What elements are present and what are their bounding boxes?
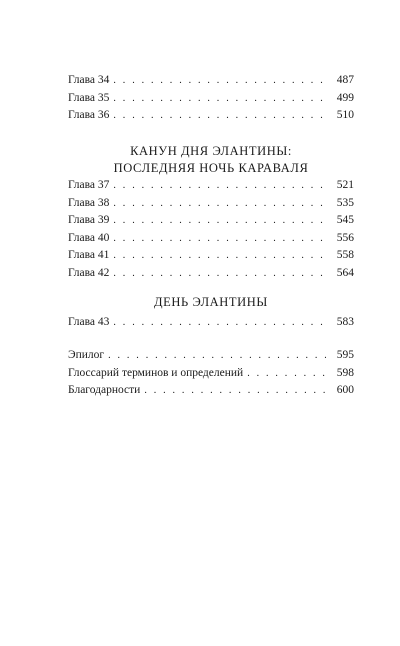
section-heading-line-2: ПОСЛЕДНЯЯ НОЧЬ КАРАВАЛЯ — [113, 161, 309, 175]
toc-entry-label: Глава 39 — [68, 214, 110, 226]
toc-entry-page: 499 — [336, 91, 354, 104]
toc-entry-page: 600 — [336, 384, 354, 396]
toc-entry-label: Глава 40 — [68, 231, 110, 244]
toc-entry-page: 556 — [336, 231, 354, 244]
toc-entry[interactable] — [68, 212, 354, 230]
section-heading — [68, 294, 354, 311]
toc-entry-page: 521 — [336, 179, 354, 191]
section-heading-line-1: ДЕНЬ ЭЛАНТИНЫ — [154, 295, 268, 309]
toc-group-1 — [68, 72, 354, 125]
toc-entry[interactable] — [68, 195, 354, 213]
toc-entry-label: Благодарности — [68, 384, 141, 396]
toc-entry-label: Эпилог — [68, 349, 105, 361]
toc-leader-dots — [111, 265, 326, 283]
toc-group-3 — [68, 314, 354, 332]
toc-backmatter — [68, 347, 354, 400]
toc-entry-page: 487 — [336, 74, 354, 86]
toc-entry-page: 535 — [336, 196, 354, 209]
toc-entry[interactable] — [68, 90, 354, 108]
toc-entry-page: 558 — [336, 249, 354, 261]
toc-leader-dots — [111, 107, 326, 125]
toc-entry-label: Глава 43 — [68, 316, 110, 328]
toc-entry-label: Глоссарий терминов и определений — [68, 366, 244, 379]
toc-entry-label: Глава 42 — [68, 266, 110, 279]
toc-entry[interactable] — [68, 247, 354, 265]
toc-entry-label: Глава 34 — [68, 74, 110, 86]
toc-entry-page: 545 — [336, 214, 354, 226]
toc-entry-label: Глава 37 — [68, 179, 110, 191]
toc-entry-page: 598 — [336, 366, 354, 379]
toc-entry[interactable] — [68, 382, 354, 400]
toc-leader-dots — [111, 230, 326, 248]
section-heading — [68, 143, 354, 177]
toc-entry-label: Глава 36 — [68, 109, 110, 121]
toc-leader-dots — [111, 195, 326, 213]
toc-leader-dots — [111, 177, 326, 195]
toc-entry[interactable] — [68, 107, 354, 125]
toc-entry[interactable] — [68, 265, 354, 283]
toc-entry[interactable] — [68, 314, 354, 332]
toc-entry-label: Глава 41 — [68, 249, 110, 261]
toc-leader-dots — [142, 382, 326, 400]
toc-entry[interactable] — [68, 177, 354, 195]
toc-entry-page: 583 — [336, 316, 354, 328]
toc-entry[interactable] — [68, 347, 354, 365]
toc-entry[interactable] — [68, 72, 354, 90]
toc-entry-page: 564 — [336, 266, 354, 279]
toc-entry-label: Глава 38 — [68, 196, 110, 209]
toc-entry-label: Глава 35 — [68, 91, 110, 104]
toc-leader-dots — [106, 347, 326, 365]
toc-leader-dots — [111, 247, 326, 265]
toc-entry-page: 595 — [336, 349, 354, 361]
toc-leader-dots — [245, 365, 326, 383]
toc-group-2 — [68, 177, 354, 282]
toc-leader-dots — [111, 212, 326, 230]
toc-entry-page: 510 — [336, 109, 354, 121]
toc-leader-dots — [111, 72, 326, 90]
toc-entry[interactable] — [68, 365, 354, 383]
toc-leader-dots — [111, 90, 326, 108]
section-heading-line-1: КАНУН ДНЯ ЭЛАНТИНЫ: — [130, 144, 292, 158]
toc-leader-dots — [111, 314, 326, 332]
toc-entry[interactable] — [68, 230, 354, 248]
